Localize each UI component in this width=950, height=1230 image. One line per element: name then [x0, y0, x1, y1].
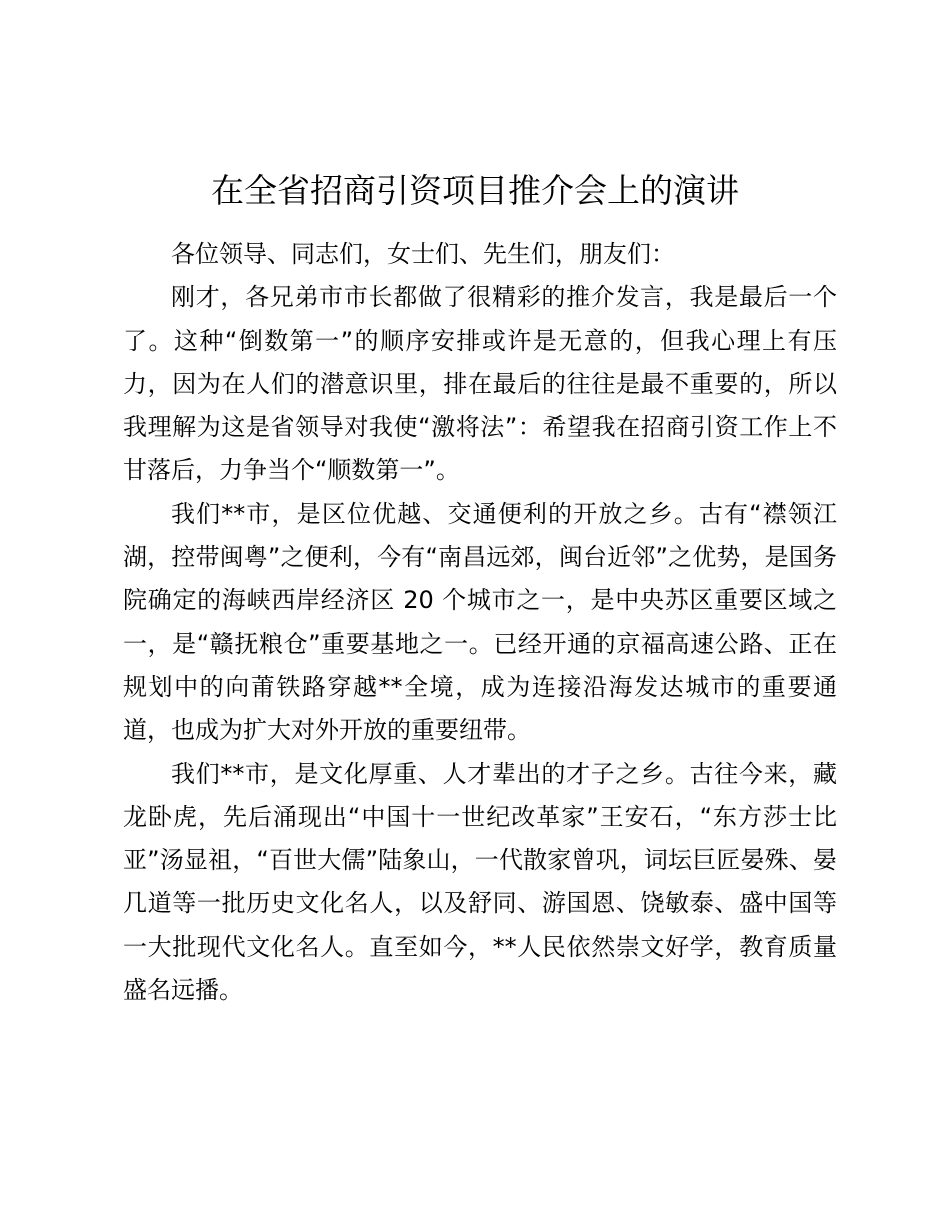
paragraph-culture: 我们**市，是文化厚重、人才辈出的才子之乡。古往今来，藏龙卧虎，先后涌现出“中国十一世纪改革家”王安石，“东方莎士比亚”汤显祖，“百世大儒”陆象山，一代散家曾巩，词坛巨匠晏殊、晏几道等一批历史文化名人，以及舒同、游国恩、饶敏泰、盛中国等一大批现代文化名人。直至如今，**人民依然崇文好学，教育质量盛名远播。 — [123, 759, 837, 1005]
paragraph-location: 我们**市，是区位优越、交通便利的开放之乡。古有“襟领江湖，控带闽粤”之便利，今有“南昌远郊，闽台近邻”之优势，是国务院确定的海峡西岸经济区 20 个城市之一，是中央苏区重要区域之一，是“赣抚粮仓”重要基地之一。已经开通的京福高速公路、正在规划中的向莆铁路穿越**全境，成为连接沿海发达城市的重要通道，也成为扩大对外开放的重要纽带。 — [123, 499, 837, 745]
document-body — [123, 233, 837, 1012]
paragraph-opening: 刚才，各兄弟市市长都做了很精彩的推介发言，我是最后一个了。这种“倒数第一”的顺序安排或许是无意的，但我心理上有压力，因为在人们的潜意识里，排在最后的往往是最不重要的，所以我理解为这是省领导对我使“激将法”：希望我在招商引资工作上不甘落后，力争当个“顺数第一”。 — [123, 283, 837, 485]
document-title: 在全省招商引资项目推介会上的演讲 — [211, 171, 739, 210]
paragraph-salutation: 各位领导、同志们，女士们、先生们，朋友们： — [171, 240, 675, 268]
